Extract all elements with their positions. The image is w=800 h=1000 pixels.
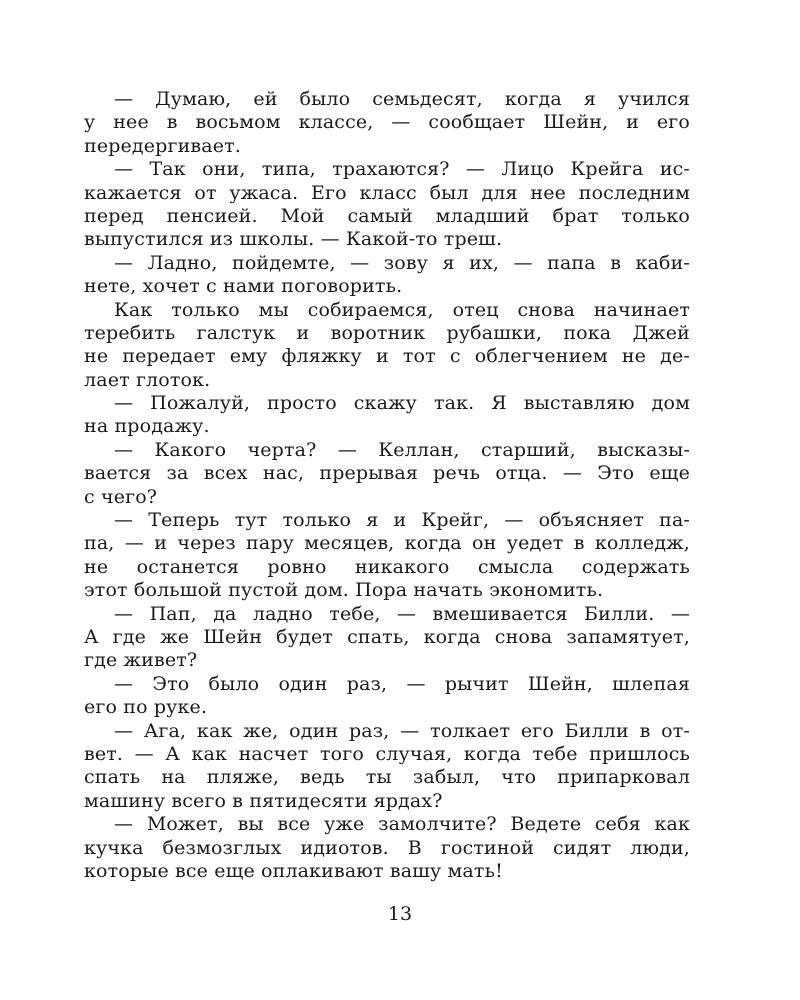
text-line: на продажу. [84, 415, 210, 438]
text-line: вет. — А как насчет того случая, когда тебе пришлось [84, 742, 690, 765]
paragraph [84, 603, 690, 673]
text-line: — Это было один раз, — рычит Шейн, шлепая [114, 672, 690, 695]
text-line: спать на пляже, ведь ты забыл, что припарковал [84, 766, 690, 789]
paragraph [84, 720, 690, 814]
text-line: у нее в восьмом классе, — сообщает Шейн, и его [84, 111, 690, 134]
text-line: — Какого черта? — Келлан, старший, высказы- [114, 438, 690, 461]
text-line: выпустился из школы. — Какой-то треш. [84, 228, 503, 251]
text-line: нете, хочет с нами поговорить. [84, 275, 403, 298]
text-line: где живет? [84, 649, 198, 672]
text-line: кажается от ужаса. Его класс был для нее последним [84, 181, 690, 204]
text-line: кучка безмозглых идиотов. В гостиной сидят люди, [84, 836, 690, 859]
paragraph [84, 673, 690, 720]
text-line: не передает ему фляжку и тот с облегчением не де- [84, 345, 690, 368]
text-line: — Так они, типа, трахаются? — Лицо Крейга ис- [114, 158, 690, 181]
paragraph [84, 299, 690, 393]
text-line: — Может, вы все уже замолчите? Ведете себя как [114, 813, 690, 836]
text-line: его по руке. [84, 696, 208, 719]
text-line: па, — и через пару месяцев, когда он уедет в колледж, [84, 532, 690, 555]
paragraph [84, 813, 690, 883]
text-line: лает глоток. [84, 368, 211, 391]
text-line: — Пожалуй, просто скажу так. Я выставляю дом [114, 392, 690, 415]
text-line: — Теперь тут только я и Крейг, — объясняет па- [114, 509, 690, 532]
text-line: этот большой пустой дом. Пора начать экономить. [84, 579, 604, 602]
text-line: передергивает. [84, 134, 241, 157]
text-line: не останется ровно никакого смысла содержать [84, 555, 690, 578]
paragraph [84, 439, 690, 509]
text-line: машину всего в пятидесяти ярдах? [84, 789, 443, 812]
text-line: — Думаю, ей было семьдесят, когда я учился [114, 88, 690, 110]
text-line: А где же Шейн будет спать, когда снова запамятует, [84, 625, 690, 648]
text-line: теребить галстук и воротник рубашки, пока Джей [84, 321, 690, 344]
text-line: с чего? [84, 485, 158, 508]
paragraph [84, 252, 690, 299]
page-number: 13 [387, 903, 413, 925]
text-line: Как только мы собираемся, отец снова начинает [114, 298, 690, 321]
text-line: — Ага, как же, один раз, — толкает его Билли в от- [114, 719, 690, 742]
paragraph [84, 88, 690, 158]
paragraph [84, 158, 690, 252]
paragraph [84, 509, 690, 603]
paragraph [84, 392, 690, 439]
body-text [84, 88, 690, 883]
text-line: перед пенсией. Мой самый младший брат только [84, 204, 690, 227]
text-line: — Пап, да ладно тебе, — вмешивается Билли. — [114, 602, 690, 625]
text-line: вается за всех нас, прерывая речь отца. — Это еще [84, 462, 690, 485]
text-line: — Ладно, пойдемте, — зову я их, — папа в каби- [114, 251, 690, 274]
text-line: которые все еще оплакивают вашу мать! [84, 859, 503, 882]
